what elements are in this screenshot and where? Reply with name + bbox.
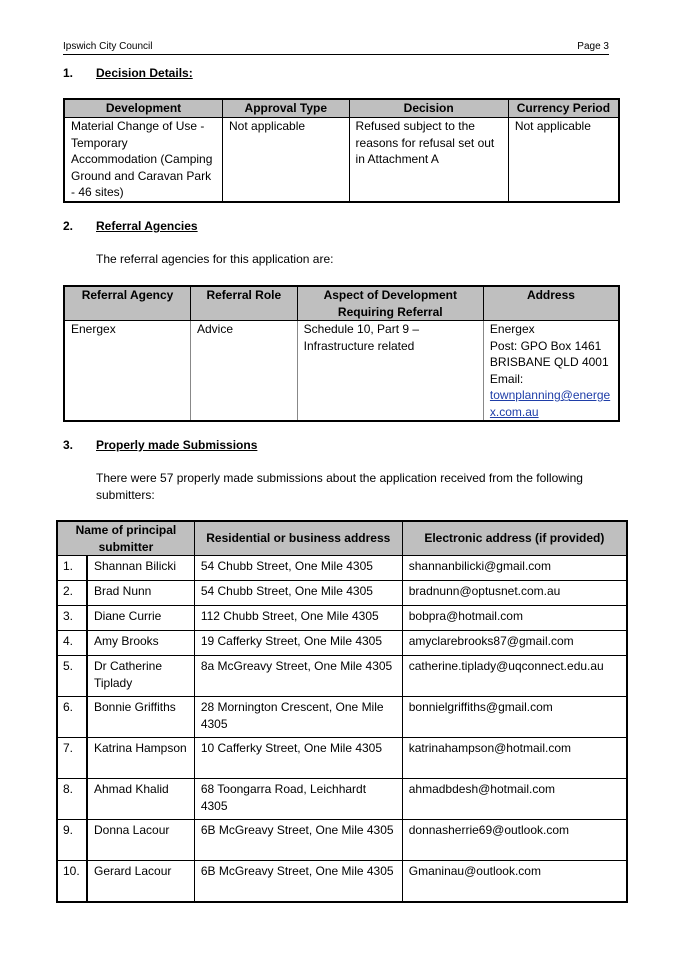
- submitter-name: Ahmad Khalid: [87, 779, 194, 820]
- submitter-name: Brad Nunn: [87, 581, 194, 606]
- submitter-name: Shannan Bilicki: [87, 556, 194, 581]
- submitter-address: 112 Chubb Street, One Mile 4305: [194, 606, 402, 631]
- row-number: 9.: [57, 820, 87, 861]
- submitter-name: Bonnie Griffiths: [87, 697, 194, 738]
- submitter-email: donnasherrie69@outlook.com: [402, 820, 627, 861]
- column-header: Address: [483, 286, 619, 321]
- submitter-email: bradnunn@optusnet.com.au: [402, 581, 627, 606]
- column-header: Decision: [349, 99, 508, 118]
- table-row: [57, 631, 627, 656]
- submitter-email: bobpra@hotmail.com: [402, 606, 627, 631]
- table-row: [57, 779, 627, 820]
- section-title: Referral Agencies: [96, 219, 198, 233]
- column-header: Name of principal submitter: [57, 521, 194, 556]
- submitter-address: 54 Chubb Street, One Mile 4305: [194, 556, 402, 581]
- table-row: [57, 556, 627, 581]
- table-row: [57, 820, 627, 861]
- address-line: Email:: [489, 371, 524, 386]
- referral-intro: The referral agencies for this application are:: [96, 252, 334, 266]
- submitter-name: Dr Catherine Tiplady: [87, 656, 194, 697]
- referral-agencies-table: [63, 285, 620, 422]
- submitter-address: 8a McGreavy Street, One Mile 4305: [194, 656, 402, 697]
- agency-cell: Energex: [64, 321, 191, 422]
- table-row: [57, 861, 627, 903]
- submitter-address: 6B McGreavy Street, One Mile 4305: [194, 820, 402, 861]
- column-header: Referral Role: [191, 286, 298, 321]
- submitter-email: amyclarebrooks87@gmail.com: [402, 631, 627, 656]
- address-cell: [483, 321, 619, 422]
- currency-period-cell: Not applicable: [508, 118, 619, 202]
- section-number: 1.: [63, 66, 74, 80]
- table-row: [64, 118, 619, 202]
- submitter-name: Gerard Lacour: [87, 861, 194, 903]
- section-title: Decision Details:: [96, 66, 193, 80]
- row-number: 1.: [57, 556, 87, 581]
- section-title: Properly made Submissions: [96, 438, 258, 452]
- submitter-address: 54 Chubb Street, One Mile 4305: [194, 581, 402, 606]
- decision-cell: Refused subject to the reasons for refusal set out in Attachment A: [349, 118, 508, 202]
- aspect-cell: Schedule 10, Part 9 – Infrastructure related: [297, 321, 483, 422]
- table-row: [64, 321, 619, 422]
- column-header: Development: [64, 99, 223, 118]
- row-number: 5.: [57, 656, 87, 697]
- submitter-name: Amy Brooks: [87, 631, 194, 656]
- page-header: [63, 40, 609, 55]
- submitter-email: ahmadbdesh@hotmail.com: [402, 779, 627, 820]
- table-header-row: [64, 99, 619, 118]
- column-header: Aspect of Development Requiring Referral: [297, 286, 483, 321]
- column-header: Approval Type: [223, 99, 350, 118]
- submitter-address: 10 Cafferky Street, One Mile 4305: [194, 738, 402, 779]
- row-number: 6.: [57, 697, 87, 738]
- approval-type-cell: Not applicable: [223, 118, 350, 202]
- development-cell: Material Change of Use - Temporary Accommodation (Camping Ground and Caravan Park - 46 sites): [64, 118, 223, 202]
- submitter-address: 28 Mornington Crescent, One Mile 4305: [194, 697, 402, 738]
- section-1-heading: [63, 66, 193, 81]
- table-header-row: [57, 521, 627, 556]
- section-2-heading: [63, 219, 198, 234]
- column-header: Residential or business address: [194, 521, 402, 556]
- column-header: Electronic address (if provided): [402, 521, 627, 556]
- row-number: 7.: [57, 738, 87, 779]
- submitter-email: shannanbilicki@gmail.com: [402, 556, 627, 581]
- table-row: [57, 606, 627, 631]
- table-row: [57, 697, 627, 738]
- table-header-row: [64, 286, 619, 321]
- address-line: BRISBANE QLD 4001: [489, 355, 609, 369]
- row-number: 10.: [57, 861, 87, 903]
- submitter-email: bonnielgriffiths@gmail.com: [402, 697, 627, 738]
- submitter-name: Donna Lacour: [87, 820, 194, 861]
- submitter-email: Gmaninau@outlook.com: [402, 861, 627, 903]
- submitter-address: 6B McGreavy Street, One Mile 4305: [194, 861, 402, 903]
- submitter-address: 68 Toongarra Road, Leichhardt 4305: [194, 779, 402, 820]
- submitter-name: Diane Currie: [87, 606, 194, 631]
- submitter-email: catherine.tiplady@uqconnect.edu.au: [402, 656, 627, 697]
- role-cell: Advice: [191, 321, 298, 422]
- email-link[interactable]: townplanning@energex.com.au: [489, 388, 611, 419]
- submissions-intro: There were 57 properly made submissions about the application received from the following submitters:: [96, 471, 583, 502]
- address-line: Post: GPO Box 1461: [489, 338, 602, 353]
- table-row: [57, 656, 627, 697]
- header-page-number: Page 3: [577, 41, 609, 52]
- section-number: 3.: [63, 438, 74, 452]
- section-number: 2.: [63, 219, 74, 233]
- row-number: 3.: [57, 606, 87, 631]
- address-line: Energex: [489, 322, 535, 336]
- submitter-address: 19 Cafferky Street, One Mile 4305: [194, 631, 402, 656]
- column-header: Referral Agency: [64, 286, 191, 321]
- row-number: 4.: [57, 631, 87, 656]
- header-org: Ipswich City Council: [63, 41, 153, 52]
- table-row: [57, 738, 627, 779]
- decision-details-table: [63, 98, 620, 203]
- submissions-table: [56, 520, 628, 903]
- row-number: 2.: [57, 581, 87, 606]
- row-number: 8.: [57, 779, 87, 820]
- submitter-email: katrinahampson@hotmail.com: [402, 738, 627, 779]
- section-3-heading: [63, 438, 257, 453]
- submitter-name: Katrina Hampson: [87, 738, 194, 779]
- column-header: Currency Period: [508, 99, 619, 118]
- table-row: [57, 581, 627, 606]
